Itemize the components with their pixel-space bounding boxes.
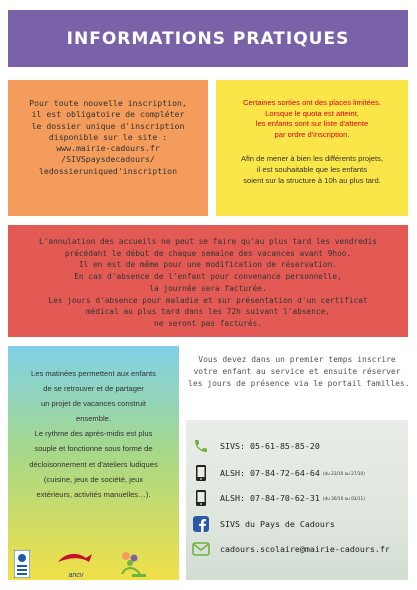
cancellation-line: En cas d'absence de l'enfant pour convenance personnelle, bbox=[74, 272, 342, 282]
outings-warning-line: par ordre d'inscription. bbox=[274, 129, 350, 139]
outings-warning-line: Lorsque le quota est atteint, bbox=[265, 108, 359, 118]
cancellation-line: Il en est de même pour une modification de réservation. bbox=[78, 260, 338, 270]
daily-rhythm-box bbox=[8, 346, 179, 580]
registration-link[interactable]: ledossieruniqued'inscription bbox=[38, 165, 178, 176]
cancellation-line: précédant le début de chaque semaine des vacances avant 9hoo. bbox=[64, 248, 352, 258]
cancellation-line: médical au plus tard dans les 72h suivant l'absence, bbox=[85, 307, 331, 317]
mobile-phone-icon bbox=[192, 464, 210, 482]
outings-warning-line: les enfants sont sur liste d'attente bbox=[255, 119, 369, 129]
registration-link[interactable]: www.mairie-cadours.fr bbox=[56, 143, 160, 154]
facebook-page: SIVS du Pays de Cadours bbox=[220, 519, 335, 529]
page-title: INFORMATIONS PRATIQUES bbox=[66, 28, 350, 49]
ancv-logo-text: ancv bbox=[68, 572, 84, 579]
contact-panel bbox=[186, 420, 408, 580]
mobile-phone-icon bbox=[192, 489, 210, 507]
outings-info-box bbox=[216, 80, 408, 216]
sivs-phone: SIVS: 05-61-85-85-20 bbox=[220, 441, 320, 451]
ancv-logo bbox=[56, 550, 96, 579]
cancellation-line: L'annulation des accueils ne peut se faire qu'au plus tard les vendredis bbox=[39, 237, 377, 246]
email-row[interactable] bbox=[186, 540, 408, 558]
alsh2-dates: (du 30/10 au 03/11) bbox=[322, 495, 365, 501]
rhythm-line: un projet de vacances construit bbox=[40, 399, 147, 409]
rhythm-line: extérieurs, activités manuelles…). bbox=[36, 489, 151, 499]
alsh1-dates: (du 23/10 au 27/10) bbox=[322, 470, 365, 476]
rhythm-line: Le rythme des après-midis est plus bbox=[34, 429, 153, 439]
email-address: cadours.scolaire@mairie-cadours.fr bbox=[220, 544, 390, 554]
enrollment-line: les jours de présence via le portail familles. bbox=[188, 379, 410, 388]
enrollment-line: votre enfant au service et ensuite réserver bbox=[193, 367, 401, 376]
registration-line: Pour toute nouvelle inscription, bbox=[29, 98, 187, 108]
alsh1-phone: ALSH: 07-84-72-64-64 bbox=[220, 468, 320, 478]
alsh2-phone: ALSH: 07-84-70-62-31 bbox=[220, 493, 320, 503]
caf-logo bbox=[14, 550, 30, 582]
rhythm-line: Les matinées permettent aux enfants bbox=[31, 369, 156, 378]
header-banner bbox=[8, 10, 408, 67]
registration-line: il est obligatoire de compléter bbox=[31, 109, 185, 120]
enrollment-line: Vous devez dans un premier temps inscrire bbox=[198, 355, 396, 364]
arrival-time-line: Afin de mener à bien les différents projets, bbox=[240, 154, 384, 164]
phone-icon bbox=[192, 437, 210, 455]
alsh2-phone-row[interactable] bbox=[186, 489, 408, 507]
registration-line: disponible sur le site : bbox=[48, 131, 168, 142]
sivs-logo bbox=[114, 548, 148, 584]
registration-line: le dossier unique d'inscription bbox=[31, 120, 185, 131]
cancellation-line: la journée sera facturée. bbox=[149, 283, 267, 293]
registration-link[interactable]: /SIVSpaysdecadours/ bbox=[61, 154, 155, 165]
cancellation-line: ne seront pas facturés. bbox=[154, 318, 262, 328]
facebook-row[interactable] bbox=[186, 515, 408, 533]
enrollment-instructions bbox=[186, 346, 408, 416]
rhythm-line: souple et fonctionne sous forme de bbox=[34, 444, 153, 454]
envelope-icon bbox=[192, 540, 210, 558]
cancellation-line: Les jours d'absence pour maladie et sur présentation d'un certificat bbox=[48, 295, 368, 305]
facebook-icon bbox=[192, 515, 210, 533]
rhythm-line: (cuisine, jeux de société, jeux bbox=[43, 474, 144, 484]
rhythm-line: décloisonnement et d'ateliers ludiques bbox=[29, 459, 158, 469]
sivs-phone-row[interactable] bbox=[186, 437, 408, 455]
outings-warning-line: Certaines sorties ont des places limitées. bbox=[242, 98, 381, 107]
partner-logos bbox=[14, 548, 164, 584]
alsh1-phone-row[interactable] bbox=[186, 464, 408, 482]
arrival-time-line: soient sur la structure à 10h au plus tard. bbox=[243, 175, 381, 185]
arrival-time-line: il est souhaitable que les enfants bbox=[256, 164, 368, 174]
cancellation-policy-box bbox=[8, 225, 408, 337]
registration-info-box bbox=[8, 80, 208, 216]
rhythm-line: ensemble. bbox=[75, 414, 112, 424]
rhythm-line: de se retrouver et de partager bbox=[43, 384, 144, 394]
